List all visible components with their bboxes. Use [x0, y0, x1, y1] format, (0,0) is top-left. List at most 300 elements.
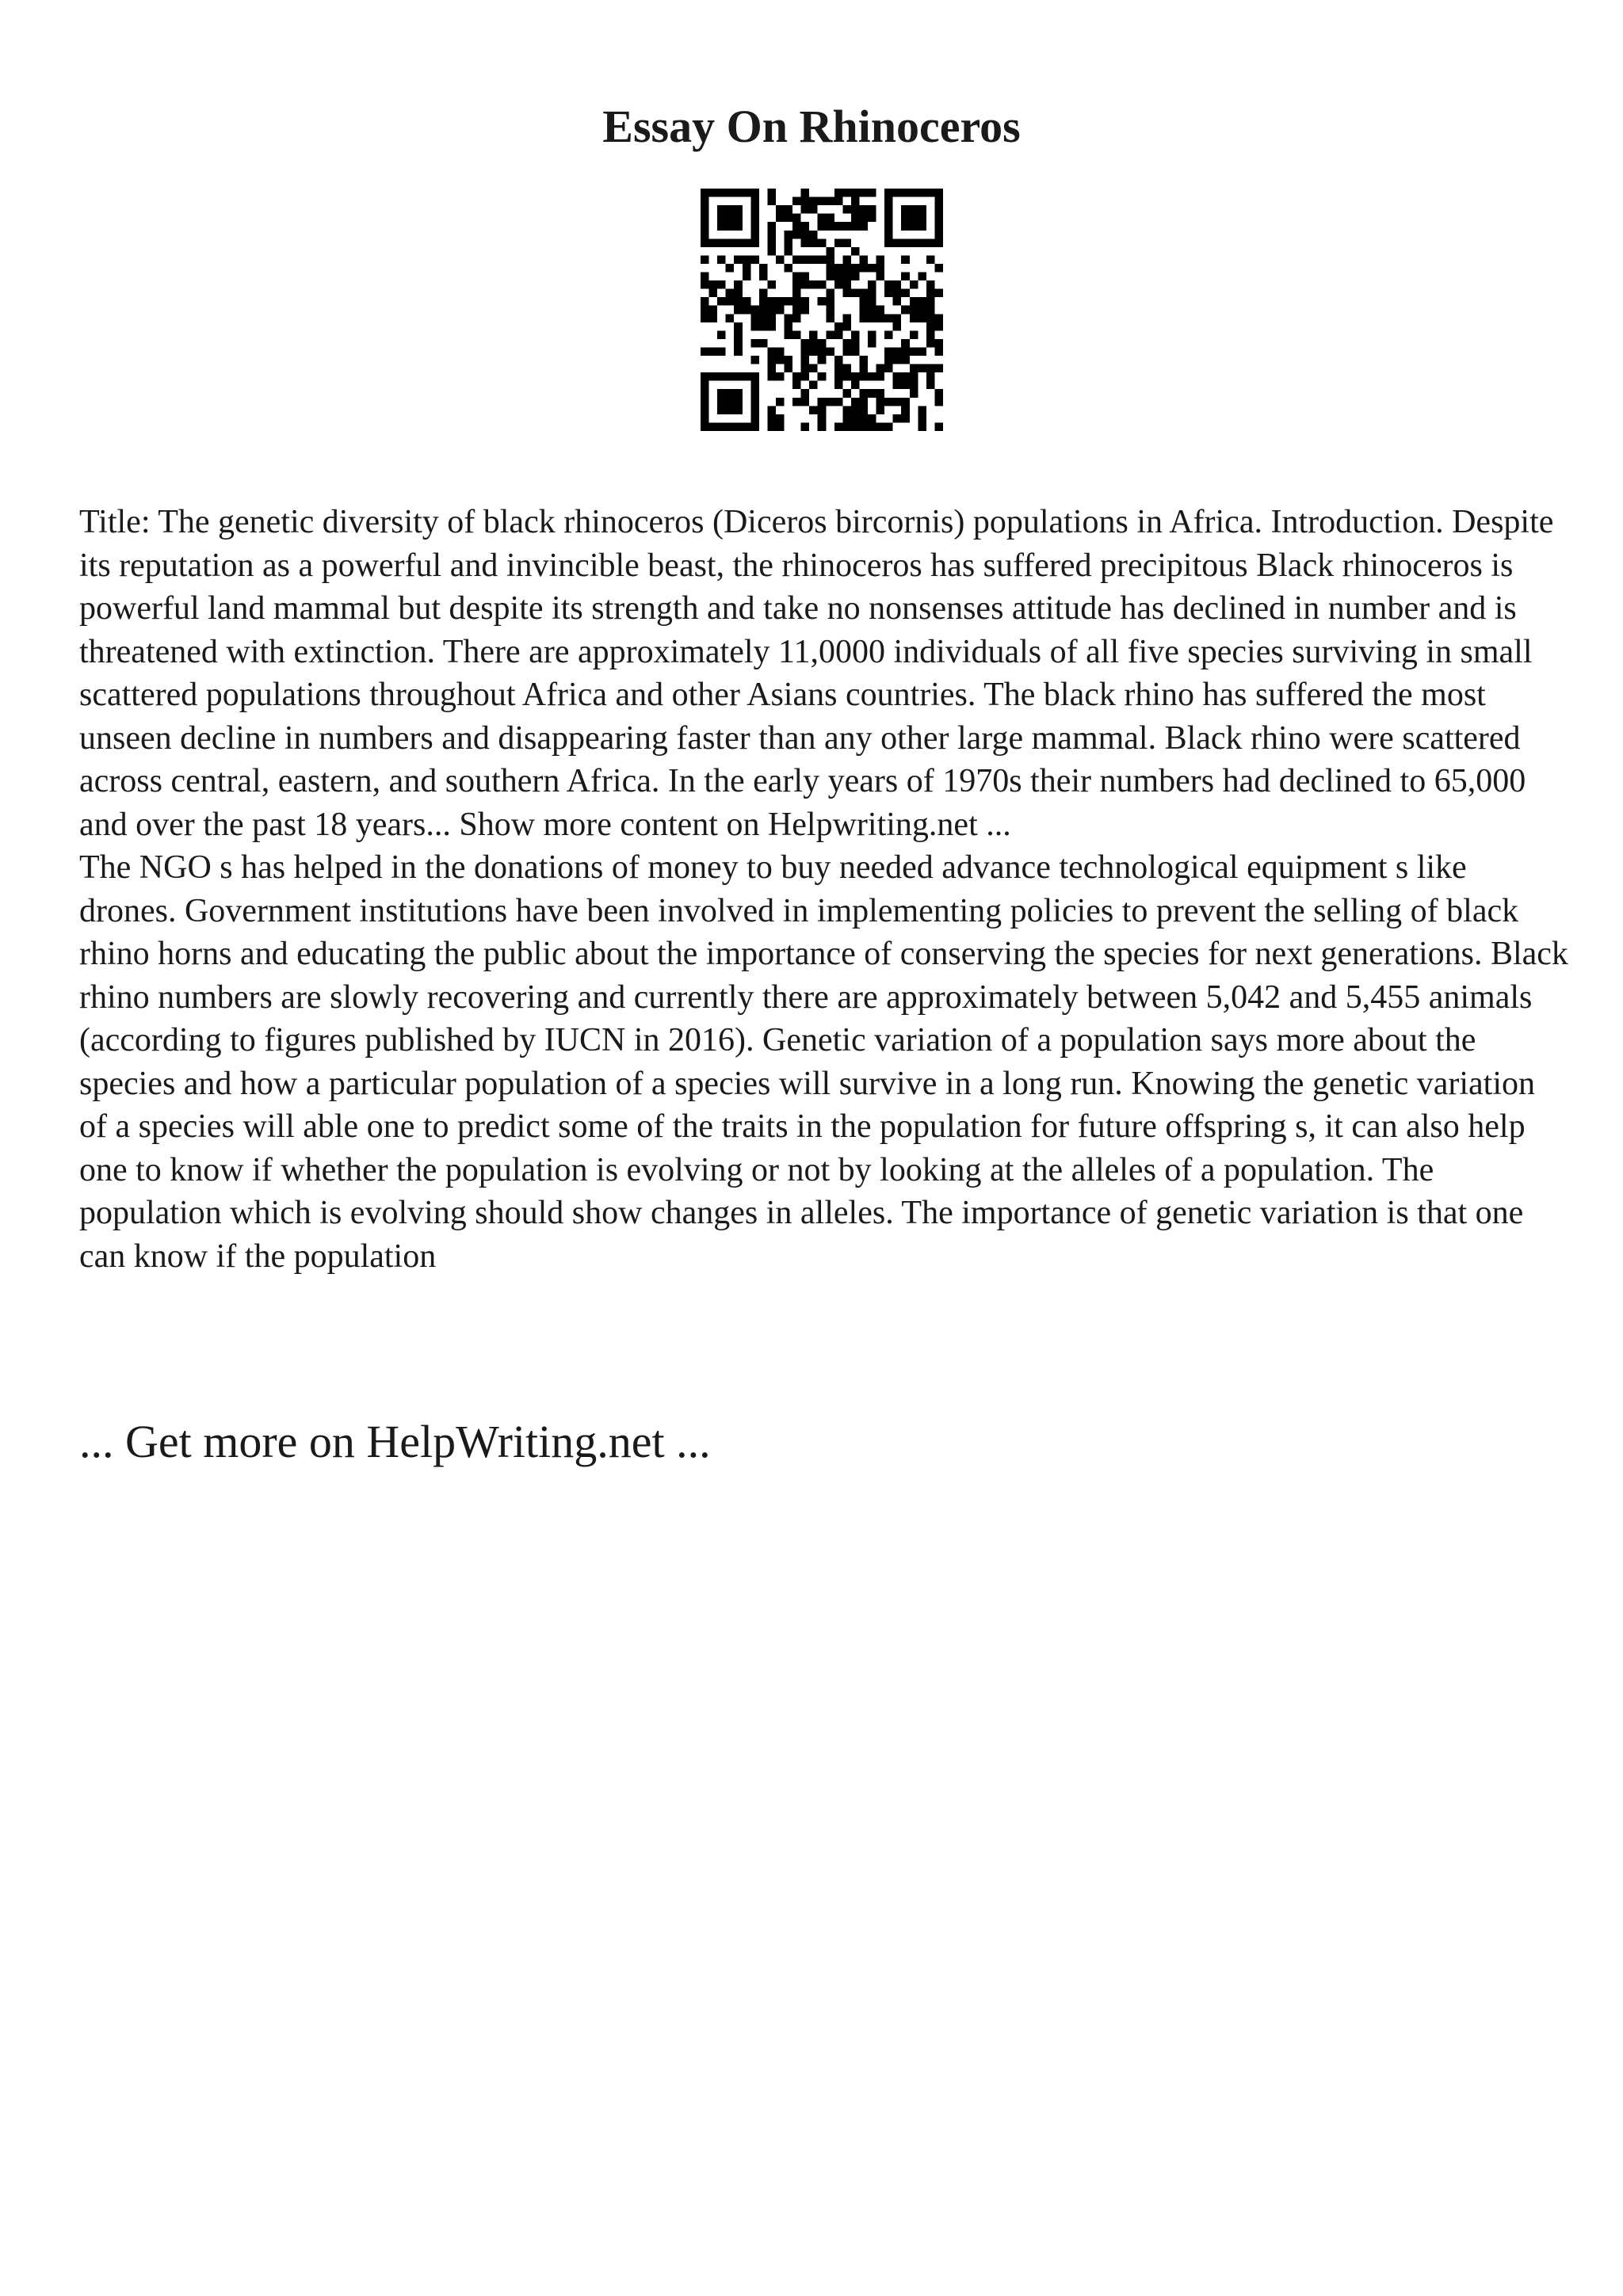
- qr-module: [876, 398, 885, 406]
- qr-module: [726, 238, 735, 247]
- qr-module: [801, 297, 810, 306]
- qr-module: [809, 280, 818, 289]
- qr-module: [884, 205, 893, 214]
- qr-module: [934, 398, 943, 406]
- qr-module: [834, 381, 843, 390]
- qr-module: [801, 339, 810, 348]
- qr-module: [785, 205, 793, 214]
- qr-module: [901, 347, 910, 356]
- qr-module: [926, 189, 935, 197]
- get-more-link[interactable]: ... Get more on HelpWriting.net ...: [79, 1416, 711, 1467]
- qr-module: [734, 330, 743, 339]
- qr-module: [876, 264, 885, 273]
- qr-module: [901, 306, 910, 315]
- qr-module: [776, 422, 785, 431]
- qr-module: [934, 205, 943, 214]
- qr-module: [743, 255, 751, 264]
- qr-module: [701, 381, 709, 390]
- qr-module: [726, 389, 735, 398]
- qr-module: [809, 197, 818, 206]
- qr-module: [818, 372, 827, 381]
- qr-module: [918, 222, 926, 231]
- qr-module: [834, 189, 843, 197]
- qr-module: [701, 222, 709, 231]
- qr-module: [717, 189, 726, 197]
- qr-module: [918, 364, 926, 373]
- qr-module: [851, 205, 860, 214]
- qr-module: [851, 406, 860, 414]
- qr-module: [767, 297, 776, 306]
- qr-module: [801, 205, 810, 214]
- qr-module: [759, 273, 768, 281]
- qr-module: [910, 364, 918, 373]
- qr-module: [734, 372, 743, 381]
- qr-module: [859, 364, 868, 373]
- qr-module: [818, 422, 827, 431]
- qr-module: [701, 306, 709, 315]
- qr-module: [910, 389, 918, 398]
- qr-module: [759, 314, 768, 322]
- qr-module: [876, 422, 885, 431]
- qr-module: [826, 297, 834, 306]
- qr-module: [884, 314, 893, 322]
- qr-module: [834, 364, 843, 373]
- qr-module: [851, 222, 860, 231]
- qr-module: [785, 364, 793, 373]
- qr-module: [734, 255, 743, 264]
- qr-module: [834, 356, 843, 364]
- qr-module: [826, 273, 834, 281]
- qr-module: [792, 280, 801, 289]
- qr-module: [901, 205, 910, 214]
- qr-module: [801, 306, 810, 315]
- qr-module: [901, 356, 910, 364]
- qr-module: [726, 422, 735, 431]
- qr-module: [792, 330, 801, 339]
- qr-module: [743, 297, 751, 306]
- qr-module: [834, 273, 843, 281]
- qr-module: [910, 330, 918, 339]
- qr-module: [750, 339, 759, 348]
- qr-module: [934, 264, 943, 273]
- qr-module: [818, 238, 827, 247]
- qr-module: [750, 372, 759, 381]
- qr-module: [717, 297, 726, 306]
- qr-module: [868, 306, 876, 315]
- qr-module: [726, 406, 735, 414]
- qr-module: [750, 398, 759, 406]
- qr-module: [910, 214, 918, 223]
- qr-module: [842, 414, 851, 423]
- qr-module: [842, 280, 851, 289]
- qr-module: [750, 255, 759, 264]
- qr-module: [785, 264, 793, 273]
- qr-module: [851, 264, 860, 273]
- qr-module: [792, 306, 801, 315]
- qr-module: [767, 238, 776, 247]
- qr-module: [767, 364, 776, 373]
- qr-module: [709, 372, 718, 381]
- qr-module: [726, 372, 735, 381]
- qr-module: [851, 381, 860, 390]
- qr-module: [851, 214, 860, 223]
- qr-module: [910, 297, 918, 306]
- qr-module: [759, 306, 768, 315]
- qr-code-icon[interactable]: [701, 189, 943, 431]
- qr-module: [776, 372, 785, 381]
- qr-module: [750, 222, 759, 231]
- qr-module: [868, 205, 876, 214]
- qr-module: [910, 238, 918, 247]
- qr-module: [859, 264, 868, 273]
- qr-module: [709, 238, 718, 247]
- qr-module: [826, 197, 834, 206]
- qr-module: [868, 414, 876, 423]
- qr-module: [750, 381, 759, 390]
- qr-module: [767, 189, 776, 197]
- qr-module: [918, 273, 926, 281]
- qr-module: [709, 422, 718, 431]
- qr-module: [726, 398, 735, 406]
- qr-module: [709, 347, 718, 356]
- qr-module: [801, 197, 810, 206]
- qr-module: [809, 205, 818, 214]
- qr-module: [767, 422, 776, 431]
- qr-module: [809, 231, 818, 239]
- qr-module: [734, 406, 743, 414]
- qr-module: [743, 273, 751, 281]
- qr-module: [934, 231, 943, 239]
- qr-module: [750, 214, 759, 223]
- qr-module: [859, 314, 868, 322]
- qr-module: [792, 398, 801, 406]
- qr-module: [717, 347, 726, 356]
- qr-module: [859, 422, 868, 431]
- qr-module: [926, 339, 935, 348]
- qr-module: [809, 238, 818, 247]
- qr-module: [926, 381, 935, 390]
- qr-module: [901, 238, 910, 247]
- qr-module: [910, 222, 918, 231]
- qr-module: [717, 330, 726, 339]
- qr-module: [734, 339, 743, 348]
- qr-module: [785, 314, 793, 322]
- qr-module: [826, 306, 834, 315]
- qr-module: [792, 197, 801, 206]
- qr-module: [701, 297, 709, 306]
- qr-module: [792, 255, 801, 264]
- qr-module: [851, 289, 860, 298]
- qr-module: [901, 214, 910, 223]
- qr-module: [818, 406, 827, 414]
- qr-module: [734, 398, 743, 406]
- qr-module: [818, 347, 827, 356]
- qr-module: [851, 189, 860, 197]
- qr-module: [851, 414, 860, 423]
- qr-module: [717, 205, 726, 214]
- qr-module: [801, 231, 810, 239]
- qr-module: [842, 238, 851, 247]
- qr-module: [901, 339, 910, 348]
- qr-module: [868, 264, 876, 273]
- qr-module: [910, 280, 918, 289]
- qr-module: [809, 339, 818, 348]
- qr-module: [717, 422, 726, 431]
- qr-module: [759, 339, 768, 348]
- qr-module: [884, 222, 893, 231]
- qr-module: [834, 422, 843, 431]
- qr-module: [910, 314, 918, 322]
- qr-module: [893, 322, 902, 331]
- qr-module: [851, 273, 860, 281]
- qr-module: [893, 414, 902, 423]
- qr-module: [868, 314, 876, 322]
- qr-module: [726, 289, 735, 298]
- qr-module: [859, 414, 868, 423]
- qr-module: [918, 406, 926, 414]
- qr-module: [785, 297, 793, 306]
- qr-module: [868, 330, 876, 339]
- qr-module: [734, 222, 743, 231]
- qr-module: [918, 347, 926, 356]
- qr-module: [918, 189, 926, 197]
- qr-module: [926, 306, 935, 315]
- qr-module: [893, 347, 902, 356]
- qr-module: [842, 339, 851, 348]
- qr-module: [776, 297, 785, 306]
- qr-module: [901, 398, 910, 406]
- qr-module: [842, 364, 851, 373]
- qr-module: [834, 222, 843, 231]
- qr-module: [801, 280, 810, 289]
- qr-module: [776, 255, 785, 264]
- qr-module: [901, 381, 910, 390]
- qr-module: [934, 289, 943, 298]
- qr-module: [809, 347, 818, 356]
- qr-module: [743, 189, 751, 197]
- qr-module: [726, 297, 735, 306]
- qr-module: [734, 205, 743, 214]
- qr-module: [934, 214, 943, 223]
- qr-module: [701, 389, 709, 398]
- qr-module: [934, 222, 943, 231]
- qr-module: [851, 372, 860, 381]
- qr-module: [859, 398, 868, 406]
- qr-module: [734, 389, 743, 398]
- qr-module: [750, 389, 759, 398]
- qr-module: [868, 297, 876, 306]
- qr-module: [884, 364, 893, 373]
- qr-module: [901, 414, 910, 423]
- qr-code-graphic: [701, 189, 943, 431]
- qr-module: [826, 398, 834, 406]
- qr-module: [726, 214, 735, 223]
- qr-module: [926, 280, 935, 289]
- qr-module: [809, 330, 818, 339]
- qr-module: [834, 238, 843, 247]
- qr-module: [726, 222, 735, 231]
- qr-module: [842, 322, 851, 331]
- qr-module: [792, 214, 801, 223]
- qr-module: [818, 356, 827, 364]
- qr-module: [801, 422, 810, 431]
- qr-module: [759, 289, 768, 298]
- qr-module: [868, 289, 876, 298]
- qr-module: [743, 306, 751, 315]
- qr-module: [785, 356, 793, 364]
- qr-module: [792, 289, 801, 298]
- qr-module: [734, 214, 743, 223]
- qr-module: [801, 389, 810, 398]
- qr-module: [776, 398, 785, 406]
- qr-module: [701, 347, 709, 356]
- qr-module: [717, 389, 726, 398]
- qr-module: [701, 255, 709, 264]
- qr-module: [901, 406, 910, 414]
- qr-module: [717, 406, 726, 414]
- qr-module: [893, 297, 902, 306]
- qr-module: [734, 297, 743, 306]
- qr-module: [726, 264, 735, 273]
- qr-module: [750, 231, 759, 239]
- qr-module: [701, 189, 709, 197]
- qr-module: [701, 372, 709, 381]
- qr-module: [842, 264, 851, 273]
- qr-module: [893, 189, 902, 197]
- qr-module: [876, 255, 885, 264]
- qr-module: [859, 372, 868, 381]
- qr-module: [859, 406, 868, 414]
- qr-module: [893, 289, 902, 298]
- qr-module: [910, 189, 918, 197]
- qr-module: [734, 306, 743, 315]
- qr-module: [842, 347, 851, 356]
- qr-module: [893, 356, 902, 364]
- qr-module: [901, 189, 910, 197]
- qr-module: [767, 322, 776, 331]
- qr-module: [785, 322, 793, 331]
- qr-module: [842, 189, 851, 197]
- qr-module: [776, 214, 785, 223]
- qr-module: [734, 289, 743, 298]
- qr-module: [709, 306, 718, 315]
- qr-module: [826, 347, 834, 356]
- qr-module: [792, 372, 801, 381]
- qr-module: [926, 364, 935, 373]
- qr-module: [934, 422, 943, 431]
- qr-module: [801, 273, 810, 281]
- qr-module: [743, 238, 751, 247]
- qr-module: [826, 255, 834, 264]
- qr-module: [934, 189, 943, 197]
- qr-module: [701, 205, 709, 214]
- qr-module: [818, 255, 827, 264]
- qr-module: [934, 339, 943, 348]
- qr-module: [868, 339, 876, 348]
- qr-module: [868, 372, 876, 381]
- qr-module: [801, 356, 810, 364]
- qr-module: [785, 238, 793, 247]
- qr-module: [826, 314, 834, 322]
- qr-module: [842, 255, 851, 264]
- qr-module: [884, 231, 893, 239]
- qr-module: [701, 414, 709, 423]
- qr-module: [842, 422, 851, 431]
- qr-module: [750, 322, 759, 331]
- qr-module: [926, 255, 935, 264]
- qr-module: [859, 356, 868, 364]
- qr-module: [868, 214, 876, 223]
- qr-module: [842, 389, 851, 398]
- qr-module: [859, 289, 868, 298]
- qr-module: [717, 238, 726, 247]
- qr-module: [884, 398, 893, 406]
- qr-module: [859, 222, 868, 231]
- qr-module: [717, 214, 726, 223]
- qr-module: [767, 247, 776, 256]
- qr-module: [776, 306, 785, 315]
- qr-module: [734, 322, 743, 331]
- qr-module: [818, 222, 827, 231]
- qr-module: [901, 289, 910, 298]
- qr-module: [918, 214, 926, 223]
- qr-module: [926, 330, 935, 339]
- qr-module: [926, 238, 935, 247]
- qr-module: [918, 205, 926, 214]
- qr-module: [701, 273, 709, 281]
- qr-module: [717, 398, 726, 406]
- qr-module: [934, 197, 943, 206]
- qr-module: [809, 255, 818, 264]
- qr-module: [918, 306, 926, 315]
- qr-module: [868, 189, 876, 197]
- qr-module: [785, 231, 793, 239]
- qr-module: [717, 222, 726, 231]
- qr-module: [801, 238, 810, 247]
- qr-module: [893, 381, 902, 390]
- qr-module: [834, 322, 843, 331]
- qr-module: [818, 398, 827, 406]
- qr-module: [834, 372, 843, 381]
- qr-module: [876, 406, 885, 414]
- qr-module: [884, 189, 893, 197]
- qr-module: [701, 280, 709, 289]
- qr-module: [767, 280, 776, 289]
- qr-module: [767, 222, 776, 231]
- qr-module: [767, 406, 776, 414]
- document-title: Essay On Rhinoceros: [602, 101, 1021, 152]
- qr-module: [701, 422, 709, 431]
- qr-module: [792, 381, 801, 390]
- qr-module: [809, 364, 818, 373]
- qr-module: [851, 347, 860, 356]
- qr-module: [876, 306, 885, 315]
- qr-module: [934, 314, 943, 322]
- qr-module: [826, 247, 834, 256]
- qr-module: [792, 314, 801, 322]
- qr-module: [826, 330, 834, 339]
- qr-module: [934, 238, 943, 247]
- qr-module: [934, 389, 943, 398]
- qr-module: [893, 238, 902, 247]
- qr-module: [734, 422, 743, 431]
- qr-module: [759, 297, 768, 306]
- qr-module: [893, 398, 902, 406]
- qr-module: [701, 406, 709, 414]
- qr-module: [868, 280, 876, 289]
- qr-module: [884, 289, 893, 298]
- qr-module: [726, 205, 735, 214]
